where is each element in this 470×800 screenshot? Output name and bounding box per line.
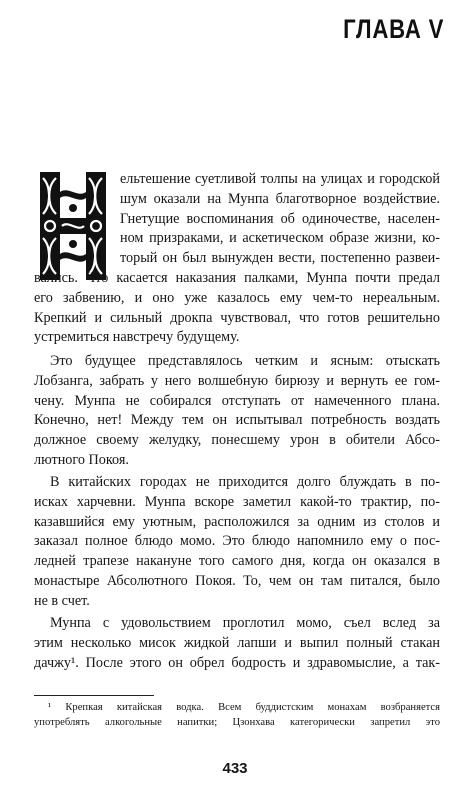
chapter-title: ГЛАВА V bbox=[342, 14, 444, 44]
text-line: не в счет. bbox=[34, 592, 90, 609]
text-line: лютного Покоя. bbox=[34, 451, 129, 468]
text-line: казавшийся ему уютным, расположился за одним из столов и bbox=[34, 513, 440, 530]
text-line: торый он был вынужден вести, постепенно развеи- bbox=[120, 250, 440, 267]
page-number: 433 bbox=[222, 760, 248, 777]
text-line: ельтешение суетливой толпы на улицах и городской bbox=[120, 171, 440, 187]
paragraph-3 bbox=[34, 473, 440, 612]
text-line: Гнетущие воспоминания об одиночестве, населен- bbox=[120, 210, 440, 227]
text-line: заказал полное блюдо момо. Это блюдо напомнило ему о пос- bbox=[34, 533, 440, 550]
text-line: В китайских городах не приходится долго блуждать в по- bbox=[50, 474, 440, 490]
drop-cap-svg bbox=[34, 168, 112, 284]
text-line: устремиться навстречу будущему. bbox=[34, 329, 240, 346]
text-line: чену. Мунпа не собирался отступать от намеченного плана. bbox=[34, 392, 440, 409]
text-line: монастыре Абсолютного Покоя. То, чем он там питался, было bbox=[34, 572, 440, 589]
footnote-line: употреблять алкогольные напитки; Цзонхава категорически запретил это bbox=[34, 717, 440, 728]
drop-cap-ornament bbox=[34, 168, 112, 284]
text-line: Мунпа с удовольствием проглотил момо, съел вслед за bbox=[50, 615, 440, 631]
text-line: Это будущее представлялось четким и ясным: отыскать bbox=[50, 353, 440, 369]
footnote-divider bbox=[34, 695, 154, 696]
text-line: его забвению, и оно уже казалось ему чем-то нереальным. bbox=[34, 289, 440, 306]
footnote-line: ¹ Крепкая китайская водка. Всем буддистским монахам возбраняется bbox=[48, 702, 440, 713]
paragraph-1-narrow bbox=[120, 170, 440, 269]
text-line: должное своему желудку, понесшему урон в обители Абсо- bbox=[34, 432, 440, 449]
text-line: Крепкий и сильный дрокпа чувствовал, что готов решительно bbox=[34, 309, 440, 326]
text-line: ном призраками, и аскетическом образе жизни, ко- bbox=[120, 230, 440, 247]
text-line: вались. Что касается наказания палками, Мунпа почти предал bbox=[34, 270, 440, 286]
text-line: дачжу¹. После этого он обрел бодрость и здравомыслие, а так- bbox=[34, 654, 440, 671]
paragraph-2 bbox=[34, 352, 440, 471]
text-line: исках харчевни. Мунпа вскоре заметил какой-то трактир, по- bbox=[34, 493, 440, 510]
text-line: ледней трапезе накануне того самого дня, когда он оказался в bbox=[34, 553, 440, 570]
paragraph-1-full bbox=[34, 269, 440, 348]
footnote bbox=[34, 700, 440, 730]
text-line: этим несколько мисок жидкой лапши и выпил полный стакан bbox=[34, 634, 440, 651]
text-line: шум оказали на Мунпа благотворное воздействие. bbox=[120, 190, 440, 207]
text-line: Конечно, нет! Между тем он испытывал потребность воздать bbox=[34, 412, 440, 429]
paragraph-4 bbox=[34, 614, 440, 673]
text-line: Лобзанга, забрать у него волшебную бирюзу и вернуть ее гом- bbox=[34, 372, 440, 389]
